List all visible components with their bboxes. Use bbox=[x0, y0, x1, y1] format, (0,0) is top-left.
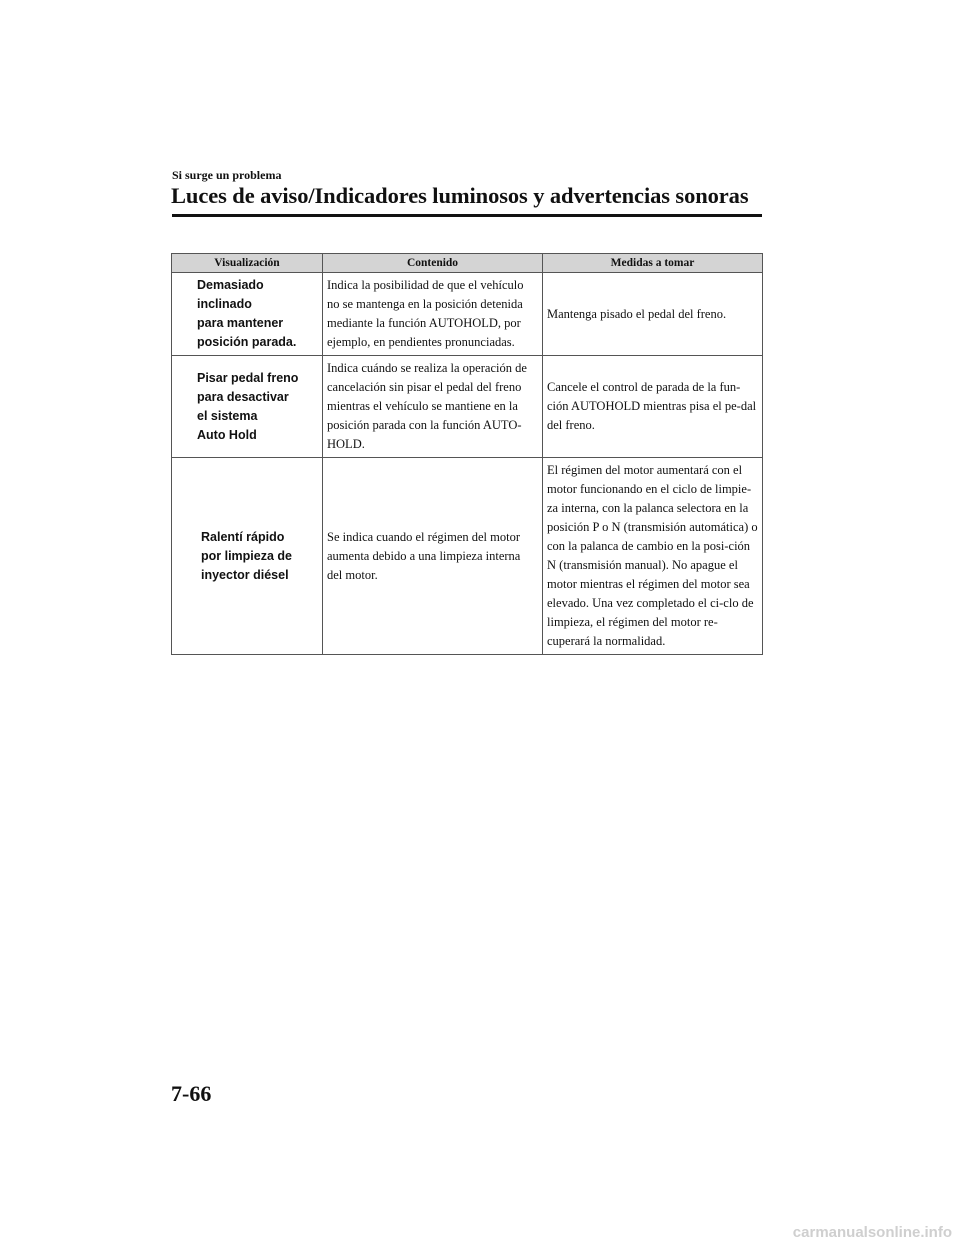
display-message-cell bbox=[172, 356, 323, 458]
action-cell: Cancele el control de parada de la fun-ción AUTOHOLD mientras pisa el pe-dal del freno. bbox=[543, 356, 763, 458]
display-message-cell bbox=[172, 458, 323, 655]
warning-table bbox=[171, 253, 763, 655]
header-contenido: Contenido bbox=[323, 254, 543, 273]
table-row bbox=[172, 356, 763, 458]
display-line: Auto Hold bbox=[197, 427, 257, 442]
display-line: por limpieza de bbox=[201, 548, 292, 563]
display-line: inyector diésel bbox=[201, 567, 289, 582]
display-line: para desactivar bbox=[197, 389, 289, 404]
title-rule bbox=[172, 214, 762, 217]
display-line: para mantener bbox=[197, 316, 284, 330]
header-visualizacion: Visualización bbox=[172, 254, 323, 273]
header-medidas: Medidas a tomar bbox=[543, 254, 763, 273]
display-line: posición parada. bbox=[197, 335, 297, 349]
section-label: Si surge un problema bbox=[172, 168, 282, 182]
page-number: 7-66 bbox=[171, 1081, 212, 1106]
display-line: Ralentí rápido bbox=[201, 529, 285, 544]
display-line: Pisar pedal freno bbox=[197, 370, 299, 385]
content-cell: Indica cuándo se realiza la operación de cancelación sin pisar el pedal del freno mientras el vehículo se mantiene en la posición parada con la función AUTO-HOLD. bbox=[323, 356, 543, 458]
table-row bbox=[172, 273, 763, 356]
action-cell: El régimen del motor aumentará con el motor funcionando en el ciclo de limpie-za interna, con la palanca selectora en la posición P o N (transmisión automática) o con la palanca de cambio en la posi-ción N (transmisión manual). No apague el motor mientras el régimen del motor sea elevado. Una vez completado el ci-clo de limpieza, el régimen del motor re-cuperará la normalidad. bbox=[543, 458, 763, 655]
table-header-row bbox=[172, 254, 763, 273]
display-message-cell bbox=[172, 273, 323, 356]
content-cell: Indica la posibilidad de que el vehículo no se mantenga en la posición detenida mediante la función AUTOHOLD, por ejemplo, en pendientes pronunciadas. bbox=[323, 273, 543, 356]
display-line: inclinado bbox=[197, 297, 252, 311]
content-cell: Se indica cuando el régimen del motor aumenta debido a una limpieza interna del motor. bbox=[323, 458, 543, 655]
watermark[interactable]: carmanualsonline.info bbox=[792, 1224, 952, 1241]
page-title: Luces de aviso/Indicadores luminosos y advertencias sonoras bbox=[171, 183, 749, 208]
display-line: Demasiado bbox=[197, 278, 264, 292]
table-row bbox=[172, 458, 763, 655]
action-cell: Mantenga pisado el pedal del freno. bbox=[543, 273, 763, 356]
display-line: el sistema bbox=[197, 408, 258, 423]
